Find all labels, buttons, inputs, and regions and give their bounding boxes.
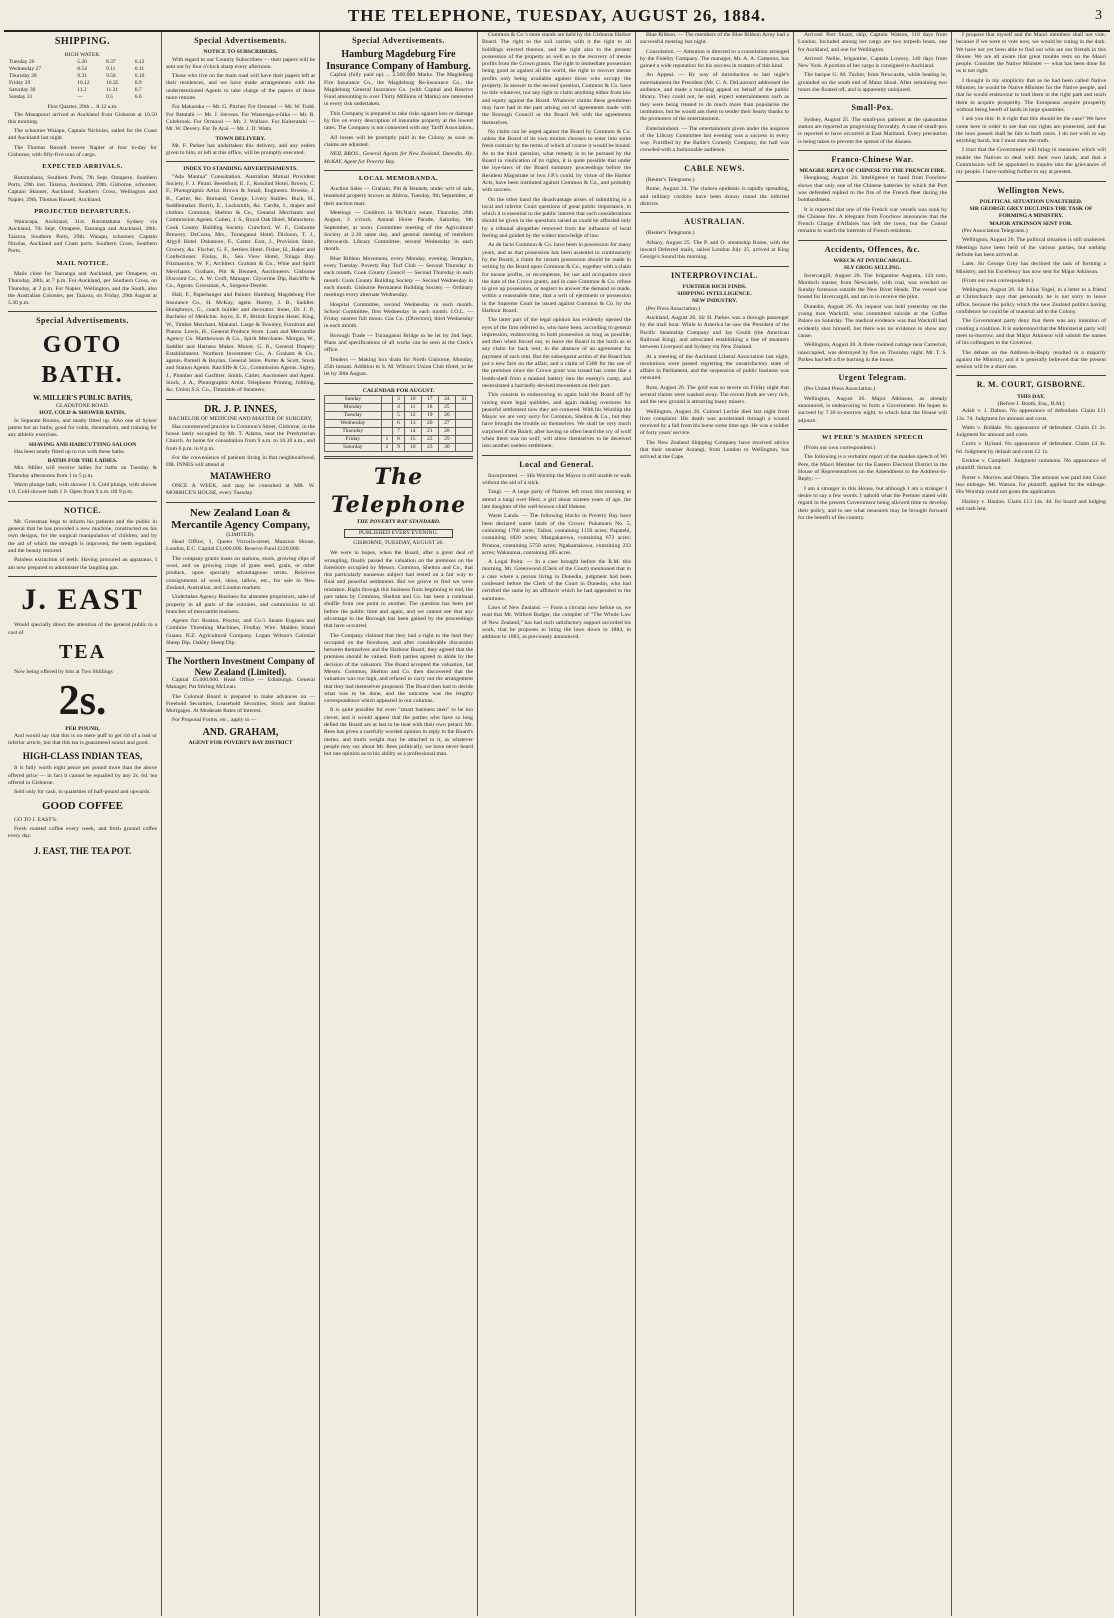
table-cell: 29 (438, 435, 455, 443)
table-cell: 26 (438, 411, 455, 419)
tide-row (8, 87, 157, 94)
grog-heading: SLY GROG SELLING. (843, 265, 902, 272)
page-number: 3 (1095, 8, 1102, 23)
moon-phase: First Quarter, 29th ... 8.12 a.m. (47, 104, 118, 111)
table-cell: 17 (421, 395, 438, 403)
table-cell: 6.10 (134, 73, 145, 80)
baths-name: W. MILLER'S PUBLIC BATHS, (33, 394, 132, 403)
column-4: Common & Co.'s store stands are held by the Gisborne Harbor Board. The right to the soil carries with it the right to all buildings erected thereon, and the right also to the present possession of the property as well as to the recovery of mesne profits from the Crown grants. The right to immediate possession being good as against all the world, the right to recover mesne profits only being available against those who occupy the property. In answer to the second question, Common & Co. have no title whatever, nor any right to claim anything either from law and equity against the Board. Whatever claims these gentlemen may have had in the past arising out of agreements made with the Borough Council or the Board fell with the agreements themselves. No claim can be urged against the Board by Common & Co. unless the Board of its own motion chooses to enter into some fresh contract by the terms of which of course it would be bound. As to the third question, what remedy is to be pursued by the Board in vindication of its rights, it is quite possible that under the bye-laws of the Board summary proceedings before the Resident Magistrate or two J.P.'s could, by virtue of the Harbor Acts, have been instituted against Common & Co., and probably with success. On the other hand the disadvantage arises of submitting to a local and inferior Court questions of great public importance, in which it is essential to the public interest that such considerations should be given in the questions raised as could be afforded only by a tribunal altogether removed from the influence of local feeling and guided by the widest knowledge of law. As de facto Common & Co. have been in possession for many years, and as that possession has been assented to continuously by the Board, a claim for instant possession should be made in writing by the Board upon Common & Co., together with a claim for mesne profits, or recompense, for use and occupation since the date of the Crown grants, and in case Common & Co. refuse to give up possession, or neglect to answer the demand so made, within a reasonable time, that a writ of ejectment or possession in the Supreme Court be issued against Common & Co. by the Harbour Board. The latter part of the legal opinion has evidently opened the eyes of the firm referred to, who have been, according to general impression, endeavoring to hold possession as long as possible, and then when forced out, to leave the Board in the lurch as to any claim for back rent, in the absence of an agreement for payment of such rent. But the subsequent action of the Board has put a new face on the affair, and a claim of £300 for the use of the premises since the Crown grant was issued has come like a bomb-shell from a masked battery into the enemy's camp, and necessitated a hurriedly-devised movement on their part. This consists in endeavoring to again hold the Board off by raising more legal quibbles, and again making overtures for peaceful settlement now they are cornered. With his Worship the Mayor we are very sorry for Common, Shelton & Co., but they have brought the trouble on themselves. We shall be very much surprised if the Board, after having so often heard the cry of wolf when there was no wolf, will allow themselves to be deceived into another useless settlement. Local and General. Incorporated. — His Worship the Mayor is still unable to walk without the aid of a stick. Tangi. — A large party of Natives left town this morning to attend a tangi over Heni, a girl about sixteen years of age, the late daughter of the well-known chief Hatene. Waste Lands. — The following blocks in Poverty Bay have been declared waste lands of the Crown: Pukamaru No. 5, containing 1760 acres; Taihai, containing 1150 acres; Papatehi, containing 1820 acres; Mangakarewa, containing 673 acres; Piranoa, containing 5750 acres; Ngakamakawa, containing 233 acres; Wakaunua, containing 285 acres. A Legal Point. — In a case brought before the R.M. this morning, Mr. Greenwood (Clerk of the Court) mentioned that in a case where a person living in Dunedin, judgment had been confessed before the Clerk of the Court in Dunedin, who had certified the same by an affidavit which he had appended to the summons. Laws of New Zealand. — From a circular now before us, we read that Mr. Wilfred Badger, the compiler of "The Whole Law of New Zealand," has had such satisfactory support accorded his work, that he proposes to bring the laws down to 1884, in addition to 1883, as previously announced. (478, 32, 636, 1616)
table-cell: 11.31 (105, 87, 119, 94)
nz-loan-headline: New Zealand Loan & Mercantile Agency Company, (171, 506, 310, 532)
paper-published: PUBLISHED EVERY EVENING. (344, 529, 453, 538)
table-cell: Saturday 30 (9, 87, 36, 94)
table-cell: 30 (438, 444, 455, 452)
table-cell: 12 (404, 411, 421, 419)
grey-sub: SIR GEORGE GREY DECLINES THE TASK OF FORMING A MINISTRY. (969, 206, 1093, 220)
table-cell (381, 411, 393, 419)
table-cell: 23 (421, 444, 438, 452)
notice-heading: NOTICE. (63, 505, 102, 515)
calendar-row (325, 444, 473, 452)
table-cell: 27 (438, 419, 455, 427)
column-3: Special Advertisements. Hamburg Magdeburg Fire Insurance Company of Hamburg. Capital (fully paid up) ... 2,500,000 Marks. The Magdeburg Fire Insurance Co., the Magdeburg Re-insurance Co., the Magdeburg General Insurance Co. (with Capital and Reserve Fund amounting to over Thirty Millions of Marks) are interested in every risk undertaken. This Company is prepared to take risks against loss or damage by fire on every description of insurable property at the lowest rates. The Company is not connected with any Tariff Association. All losses will be promptly paid in the Colony as soon as claims are adjusted. NEIL BROS., General Agents for New Zealand, Dunedin. Hy. McKAY, Agent for Poverty Bay. LOCAL MEMORANDA. Auction Sales — Graham, Pitt & Bennett, under writ of sale, leasehold property known as Ahiroa, Tuesday, 9th September, at their auction mart. Meetings — Creditors in McNab's estate, Thursday, 28th August, 3 o'clock. Annual Horse Parade, Saturday, 6th September, at noon. Committee meeting of the Agricultural Society at 2.30 same day, and general meeting of members afterwards. Library Committee, second Wednesday in each month. Blue Ribbon Movement, every Monday, evening. Templars, every Tuesday. Poverty Bay Turf Club — Second Thursday in each month. Cook County Council — Second Thursday in each month. Cook County Building Society — Second Wednesday in each month. Gisborne Permanent Building Society — Ordinary meetings every alternate Wednesday. Hospital Committee, second Wednesday in each month. School Committee, first Wednesday in each month. I.O.L. — Friday nearest full moon. Gas Co. (Directors), third Wednesday in each month. Borough Trade — Turanganui Bridge to be let by 2nd Sept. Plans and specifications of all works can be seen at the Clerk's office. Tenders — Making box drain for North Gisborne, Monday, 25th instant. Addition to S. M. Wilson's Union Club Hotel, to be let by 30th August. CALENDAR FOR AUGUST. Sunday 3 10 17 24 31 Monday 4 11 18 25 Tuesday 5 12 19 26 Wednesday 6 13 20 27 Thursday 7 14 21 28 Friday 1 8 15 22 29 Saturday 2 9 16 23 30 The Telephone THE POVERTY BAY STANDARD. PUBLISHED EVERY EVENING. GISBORNE, TUESDAY, AUGUST 26. We were in hopes, when the Board, after a great deal of wrangling, finally passed the valuation on the premises on the foreshore occupied by Messrs. Common, Shelton and Co., that this particularly nauseous subject had rested on a fair way to final and peaceful settlement. But we grieve to find we were mistaken. Right through this business from beginning to end, the part taken by Common, Shelton and Co. has been a continual shuffle from one point to another. The question has been put before the public time and again, and we cannot see that any advantage to the Borough has been gained by the proceedings that have occurred. The Company claimed that they had a right to the land they occupied on the foreshore, and after considerable discussion between themselves and the Harbour Board, they agreed that the premises should be valued. Both parties agreed to abide by the decision of the valuators. The Board accepted the valuation, but Messrs. Common, Shelton and Co. then discovered that the valuation was too high, and refused to carry out the arrangement that they had themselves proposed. The Board then had to decide what was to be done, and the outcome was the lengthy correspondence which appeared in our columns. It is quite possible for even "smart business men" to be too clever, and it would appear that the parties who have so long defied the Board are at last to be beat with their own petard. Mr. Rees has given a carefully worded opinion in reply to the Board's memo, and much weight may be attached to it, as whatever people may say about Mr. Rees politically, we have never heard but one opinion as to his ability as a professional man. (320, 32, 478, 1616)
table-cell (381, 395, 393, 403)
masthead-title: THE TELEPHONE, TUESDAY, AUGUST 26, 1884. (347, 6, 767, 25)
teapot-footer: J. EAST, THE TEA POT. (33, 846, 132, 857)
cable-heading: CABLE NEWS. (684, 163, 745, 173)
coffee-headline: GOOD COFFEE (42, 800, 123, 813)
northern-headline: The Northern Investment Company of New Zealand (Limited). (166, 656, 315, 677)
table-cell: Tuesday (325, 411, 382, 419)
nz-loan-limited: (LIMITED). (226, 531, 255, 538)
franco-heading: Franco-Chinese War. (831, 154, 914, 164)
matawhero: MATAWHERO (210, 471, 271, 482)
baths-headline: GOTO BATH. (41, 331, 124, 389)
table-cell: Monday (325, 403, 382, 411)
table-cell: 10.35 (105, 80, 119, 87)
baths-sub: HOT, COLD & SHOWER BATHS, (39, 410, 126, 417)
table-cell: 5 (393, 411, 405, 419)
table-cell: 0.5 (105, 94, 113, 101)
local-memoranda-heading: LOCAL MEMORANDA. (358, 174, 439, 182)
table-cell: 15 (404, 435, 421, 443)
per-pound: PER POUND, (65, 725, 100, 732)
column-2: Special Advertisements. NOTICE TO SUBSCRIBERS. With regard to our Country Subscribers — their papers will be sent out by four o'clock sharp every afternoon. Those who live on the main road will have their papers left at their residences, and we have made arrangements with the undermentioned Agents to take charge of the papers of those more remote. For Makaraka — Mr. G. Pitcher. For Ormond — Mr. W. Todd. For Patutahi — Mr. J. Stevens. For Waerenga-a-hika — Mr. R. Colebrook. For Ormond — Mr. J. Wallace. For Kaiteratahi — Mr. W. Devery. For Te Arai — Mr. J. D. Watts. TOWN DELIVERY. Mr. F. Parker has undertaken this delivery, and any orders given to him, or left at this office, will be promptly executed. INDEX TO STANDING ADVERTISEMENTS. "Ada Mantua" Consultation. Australian Mutual Provident Society, F. J. Pirani. Beresford, E. J., Rosslind Hotel. Brown, C. F., Photographic Artist. Brown & Small, Engineers. Brooke, J. B., Carter, &c. Burnand, George, Livery Stables. Buck, H., Saddlemaker. Burch, E., Locksmith, &c. Cardle, J., draper and clothier. Common, Shelton & Co., General Merchants and Commission Agents. Cohen, J. S., Royal Oak Hotel, Matawhero. Cook County Building Society. Crawford, W. F., Gisborne Brewery. DeCosta, Mrs., Turanganui Hotel. Dickson, T. J., Argyll Hotel. Dolamore, F., Carter. East, J., Provision Store, Grocery, &c. Fischer, G. F., Settlers Hotel. Fisher, H., Baker and Confectioner. Finlay, R., Sea View Hotel, Tolaga Bay. Fitzmaurice, W. F., Architect. Graham & Co., Wine and Spirit Merchants. Graham, Pitt & Bennett, Auctioneers. Gisborne Discount Co., A. W. Croft, Manager. Glycerine Dip, Ratcliffe & Co., Agents. Grossman, A., Surgeon-Dentist. Hall, F., Paperhanger and Painter. Hamburg Magdeburg Fire Insurance Co., H. McKay, agent. Hurrey, J. B., Saddler. Humphreys, G., coach builder and decorator. Innes, Dr. J. P., Bachelor of Medicine. Joyce, E. P., British Empire Hotel. King, W., Timber Merchant, Makauri. Large & Townley, Furniture and Pianos. Lewis, H., General Produce Store. Loan and Mercantile Agency Co. Matthewson & Co., Spirit Merchants. Morgan, W., Saddler and Harness Maker. Moore, G. R., General Drapery Establishment. Northern Investment Co., A. Graham & Co., agents. Parnell & Boylan, General Store. Porter & Scott, Stock and Station Agents. Ratcliffe & Co., Commission Agents. Sigley, J., Plumber and Gasfitter. Smith, Carter, Auctioneer and Agent. Stock, J. A., Photographic Artist. Telephone Printing, Jobbing, &c. Union S.S. Co., Timetable of Steamers. DR. J. P. INNES, BACHELOR OF MEDICINE AND MASTER OF SURGERY, Has commenced practice in Common's Street, Gisborne, in the house lately occupied by Mr. T. Adams, near the Presbyterian Church. At home for consultation from 9 a.m. to 10.30 a.m., and from 6 p.m. to 8 p.m. For the convenience of patients living in that neighbourhood, DR. INNES will attend at MATAWHERO ONCE A WEEK, and may be consulted at MR. W. MORRICE'S HOUSE, every Tuesday. New Zealand Loan & Mercantile Agency Company, (LIMITED). Head Office, 1, Queen Victoria-street, Mansion House, London, E.C. Capital £3,000,000. Reserve Fund £220,000. The company grants loans on stations, stock, growing clips of wool, and on growing crops of grass seed, grain, or other produce, upon specially advantageous terms. Receives consignments of wool, skins, tallow, etc., for sale in New Zealand, Australian, and London markets. Undertakes Agency Business for absentee proprietors, sales of property in all parts of the colonies, and commission in all branches of mercantile business. Agents for: Ruston, Proctor, and Co.'s Steam Engines and Combine Threshing Machines, Findlay Wire. Maiden Island Guano. N.Z. Agricultural Company. Logan Wilson's Colonial Sheep Dip. Oakley Sheep Dip. The Northern Investment Company of New Zealand (Limited). Capital £5,000,000. Head Office — Edinburgh. General Manager, Pat Stirling McLean. The Colonial Board is prepared to make advances on — Freehold Securities, Leasehold Securities, Stock and Station Mortgages. At Moderate Rates of Interest. For Proposal Forms, etc., apply to — AND. GRAHAM, AGENT FOR POVERTY BAY DISTRICT (162, 32, 320, 1616)
table-cell (455, 435, 472, 443)
table-cell: Tuesday 26 (9, 59, 35, 66)
indian-teas: HIGH-CLASS INDIAN TEAS, (22, 750, 143, 761)
table-cell: 8.54 (77, 66, 87, 73)
table-cell: 9.31 (77, 73, 87, 80)
paper-title: The Telephone (330, 464, 467, 519)
smallpox-heading: Small-Pox. (851, 103, 894, 113)
departures-heading: PROJECTED DEPARTURES. (34, 207, 131, 215)
column-1: SHIPPING. HIGH WATER. Tuesday 26 5.20 8.37 6.12 Wednesday 27 8.54 9.11 6.11 Thursday 28 9.31 9.50 6.10 Friday 29 10.12 10.35 6.9 Saturday 30 11.2 11.31 6.7 Sunday 31 — 0.5 6.6 First Quarter, 29th ... 8.12 a.m. The Manapouri arrived at Auckland from Gisborne at 10.50 this morning. The schooner Waiapu, Captain Nicholas, sailed for the Coast and Auckland last night. The Thomas Russell leaves Napier at four to-day for Gisborne, with fifty-five tons of cargo. EXPECTED ARRIVALS. Rotomahana, Southern Ports, 7th Sept. Omapere, Southern Ports, 29th inst. Taiaroa, Auckland, 29th. Gisborne, schooner, Captain Skinner, Auckland. Southern Cross, Wellington and Napier, 29th. Thomas Russell, Auckland. PROJECTED DEPARTURES. Wairarapa, Auckland, 31st. Rotomahana Sydney via Auckland, 7th Sept. Omapere, Tauranga and Auckland, 28th. Taiaroa, Southern Ports, 29th. Waiapu, schooner, Captain Nicolas, Auckland and Coast ports. Southern Cross, Southern Ports. MAIL NOTICE. Mails close for Tauranga and Auckland, per Omapere, on Thursday, 28th, at 7 p.m. For Auckland, per Southern Cross, on Thursday, at 2 p.m. For Napier, Wellington, and the South, also the Australian Colonies, per Taiaroa, on Friday, 29th August at 5.30 p.m. Special Advertisements. GOTO BATH. W. MILLER'S PUBLIC BATHS, GLADSTONE ROAD. HOT, COLD & SHOWER BATHS, In Separate Rooms, and neatly fitted up. Also one of Sykes' patent hot air baths, good for colds, rheumatism, and training for any athletic exercises. SHAVING AND HAIRCUTTING SALOON Has been neatly fitted up to run with these baths. BATHS FOR THE LADIES. Mrs. Miller will receive ladies for baths on Tuesday & Thursday afternoons from 1 to 5 p.m. Warm plunge bath, with shower 1 6. Cold plunge, with shower 1 0. Cold shower bath 1 0. Open from 9 a.m. till 9 p.m. NOTICE. Mr. Grossman begs to inform his patients and the public in general that he has provided a new machine, constructed on his own designs, for the surgical manipulation of children, and by the aid of which the strength is improved, the teeth regulated, and the beauty restored. Painless extraction of teeth. Having procured an apparatus, I am now prepared to administer the laughing gas. J. EAST Would specially direct the attention of the general public to a cost of TEA Now being offered by him at Two Shillings 2s. PER POUND, And would say that this is no mere puff to get rid of a bad or inferior article, but that this tea is guaranteed sound and good. HIGH-CLASS INDIAN TEAS, It is fully worth eight pence per pound more than the above offered price — in fact it cannot be equalled by any 2s. 6d. tea offered in Gisborne. Sold only for cash, in quantities of half-pound and upwards. GOOD COFFEE GO TO J. EAST'S. Fresh roasted coffee every week, and fresh ground coffee every day. J. EAST, THE TEA POT. (4, 32, 162, 1616)
town-delivery: TOWN DELIVERY. (215, 135, 266, 142)
tide-row (8, 80, 157, 87)
table-cell: — (77, 94, 83, 101)
table-cell: 6 (393, 419, 405, 427)
table-cell: Friday 29 (9, 80, 31, 87)
table-cell: Sunday (325, 395, 382, 403)
table-cell (455, 411, 472, 419)
calendar-row (325, 395, 473, 403)
table-cell: 10 (404, 395, 421, 403)
table-cell: 2 (381, 444, 393, 452)
table-cell: 25 (438, 403, 455, 411)
table-cell (381, 403, 393, 411)
special-heading-2: Special Advertisements. (194, 36, 287, 45)
special-heading-1: Special Advertisements. (36, 316, 129, 326)
column-5: Blue Ribbon. — The members of the Blue Ribbon Army had a successful meeting last night. Consolation. — Attention is directed to a consolation arranged by the Fidelity Company. The manager, Mr. A. A. Cameron, has gained a wide reputation for his success in matters of this kind. An Appeal. — By way of introduction to last night's entertainment the President (Mr. C. A. DeLautour) addressed the audience, and made a touching appeal on behalf of the public library. They could not, he said, expect entertainments such as they were being treated to do much more than popularise the institution, but he would ask them to tender their hearty thanks to the promoters of the entertainment. Entertainment. — The entertainment given under the auspices of the Library Committee last evening was a success in every way. Fortified by the Bailie's Comedy Company, the hall was crowded with a fashionable audience. CABLE NEWS. (Reuter's Telegrams.) Rome, August 24. The cholera epidemic is rapidly spreading, and military cordons have been drawn round the infected districts. AUSTRALIAN. (Reuter's Telegrams.) Albany, August 25. The P. and O. steamship Rome, with the inward Deferred mails, sailed London July 25, arrived at King George's Sound this morning. INTERPROVINCIAL. FURTHER RICH FINDS. SHIPPING INTELLIGENCE. NEW INDUSTRY. (Per Press Association.) Auckland, August 26. Sir H. Parkes was a through passenger by the mail boat. While in America he saw the President of the Pacific Steamship Company and Jay Gould (the American Railroad King), and advocated establishing a line of steamers between Liverpool and Sydney via New Zealand. At a meeting of the Auckland Liberal Association last night, resolutions were passed regretting the unsatisfactory state of affairs in Parliament, and the suspension of public business was censured. Ross, August 26. The gold was so severe on Friday night that several claims were washed away. The recent finds are very rich, and the new ground is attracting many miners. Wellington, August 26. Colonel Lechie died last night from liver complaint. His death was accelerated through a wound received by a fall from his horse some time ago. He was a soldier of forty years' service. The New Zealand Shipping Company have received advice that their steamer Aorangi, from London to Wellington, has arrived at the Cape. (636, 32, 794, 1616)
table-cell (381, 419, 393, 427)
table-cell: 9 (393, 444, 405, 452)
table-cell: 8 (393, 435, 405, 443)
table-cell: 5.20 (77, 59, 87, 66)
table-cell: 9.50 (105, 73, 116, 80)
columns (4, 32, 1110, 1616)
table-cell: 1 (381, 435, 393, 443)
table-cell: 6.7 (134, 87, 142, 94)
table-cell: 24 (438, 395, 455, 403)
east-headline: J. EAST (21, 582, 144, 616)
column-7: I propose that myself and the Maori members shall not vote, because if we were to vote now, we would be voting in the dark. We have not yet been able to find out who are our friends in this House. We are all aware that great trouble rests on the Maori people. Consider the Native Minister — what has been done for us is not right. I thought in my simplicity that as he had been called Native Minister, he would be Native Minister for the Native people, and that he would endeavour to lead them in the right path and teach them to acquire prosperity. The Europeans acquire prosperity without being bereft of lands in large quantities. I ask you this: Is it right that this should be the case? We have come here in order to see that our rights are protected, and that the laws passed shall be fair to both races. I do not wish to say anything harsh, but I must state the truth. I trust that the Government will bring in measures which will enable the Natives to deal with their own lands, and that a Commission will be appointed to inquire into the grievances of my people. I have nothing further to say at present. Wellington News. POLITICAL SITUATION UNALTERED. SIR GEORGE GREY DECLINES THE TASK OF FORMING A MINISTRY. MAJOR ATKINSON SENT FOR. (Per Association Telegrams.) Wellington, August 26. The political situation is still unaltered. Meetings have been held of the various parties, but nothing definite has been arrived at. Later. Sir George Grey has declined the task of forming a Ministry, and his Excellency has now sent for Major Atkinson. (From our own correspondent.) Wellington, August 26. Sir Julius Vogel, in a letter to a friend at Christchurch says that personally he is not sorry to leave office, because the policy which the new Zealand politics having confidence he could be of material aid to the Colony. The Government party deny that there was any intention of creating a coalition. It is understood that the Ministerial party will meet to-morrow, and that Major Atkinson will submit the names of his colleagues to the Governor. The debate on the Address-in-Reply resulted in a majority against the Ministry, and it is generally believed that the present session will be a short one. R. M. COURT, GISBORNE. THIS DAY. (Before J. Booth, Esq., R.M.) Adair v. J. Dalton. No appearance of defendant. Claim £11 13s. 7d. Judgment for amount and costs. Watts v. Biddale. No appearance of defendant. Claim £1 2s. Judgment for amount and costs. Curtis v. Hyland. No appearance of defendant. Claim £4 3s. 6d. Judgment by default and costs £1 1s. Erskine v. Campbell. Judgment summons. No appearance of plaintiff. Struck out. Porter v. Morrow and Others. The amount was paid into Court less mileage. Mr. Watson, for plaintiff, applied for the mileage. His Worship could not grant the application. Hackey v. Hanlon. Claim £13 14s. 4d. for board and lodging and cash lent. (956, 32, 1106, 512)
tide-row (8, 66, 157, 73)
table-cell: 31 (455, 395, 472, 403)
new-industry: NEW INDUSTRY. (691, 298, 738, 305)
maiden-heading: WI PERE'S MAIDEN SPEECH (821, 433, 924, 441)
special-heading-3: Special Advertisements. (352, 36, 445, 45)
shaving-saloon: SHAVING AND HAIRCUTTING SALOON (28, 441, 137, 448)
table-cell: 11.2 (77, 87, 87, 94)
paper-date: GISBORNE, TUESDAY, AUGUST 26. (353, 539, 444, 546)
atkinson-sub: MAJOR ATKINSON SENT FOR. (989, 220, 1073, 227)
tide-row (8, 94, 157, 101)
arrivals-heading: EXPECTED ARRIVALS. (42, 163, 123, 171)
table-cell: 7 (393, 427, 405, 435)
table-cell (455, 419, 472, 427)
accidents-heading: Accidents, Offences, &c. (824, 244, 921, 254)
hamburg-headline: Hamburg Magdeburg Fire Insurance Company of Hamburg. (326, 49, 471, 72)
shipping-heading: SHIPPING. (54, 36, 111, 47)
masthead (4, 4, 1110, 32)
paper-subtitle: THE POVERTY BAY STANDARD. (356, 519, 441, 526)
franco-sub: MEAGRE REPLY OF CHINESE TO THE FRENCH FIRE. (799, 168, 946, 175)
table-cell (455, 444, 472, 452)
table-cell: 9.11 (105, 66, 116, 73)
table-cell: 13 (404, 419, 421, 427)
table-cell: 19 (421, 411, 438, 419)
mail-heading: MAIL NOTICE. (56, 259, 109, 267)
calendar-heading: CALENDAR FOR AUGUST. (362, 387, 435, 394)
subscribers-notice: NOTICE TO SUBSCRIBERS. (203, 49, 278, 56)
table-cell (455, 427, 472, 435)
tides-heading: HIGH WATER. (64, 51, 101, 58)
table-cell: 11 (404, 403, 421, 411)
baths-street: GLADSTONE ROAD. (56, 403, 109, 410)
table-cell: 18 (421, 403, 438, 411)
table-cell: Thursday (325, 427, 382, 435)
table-cell: 16 (404, 444, 421, 452)
table-cell: 21 (421, 427, 438, 435)
column-6: Arrived: Port Stuart, ship, Captain Watson, 110 days from London. Included among her cargo are two torpedo boats, one for Auckland, and one for Wellington. Arrived: Nellie, brigantine, Captain Lowery, 140 days from New York. A portion of her cargo is consigned to Auckland. The barque G. M. Tucker, from Newcastle, while beating in, grounded on the south end of Mana Shoal. After remaining two hours she floated off, and is apparently uninjured. Small-Pox. Sydney, August 25. The small-pox patients at the quarantine station are reported as progressing favorably. A case of small-pox is reported to have occurred at East Maitland. Every precaution is being taken to prevent the spread of the disease. Franco-Chinese War. MEAGRE REPLY OF CHINESE TO THE FRENCH FIRE. Hongkong, August 24. Intelligence to hand from Foochow shows that only one of the Chinese batteries by which the Port was defended replied to the fire of the French fleet during the bombardment. It is reported that one of the French war vessels was sunk by the Chinese fire. A telegram from Foochow announces that the French Charge d'Affaires has left the town, but the Consul remains to watch the interests of French residents. Accidents, Offences, &c. WRECK AT INVERCARGILL. SLY GROG SELLING. Invercargill, August 26. The brigantine Augusta, 124 tons, Murdoch master, from Newcastle, with coal, was wrecked on Sunday forenoon outside the New River Heads. The vessel was bound for Invercargill, and ran in to receive the pilot. Dunedin, August 26. An inquest was held yesterday on the young man Wackrill, who committed suicide at the Coffee Palace on Saturday. The medical evidence was that Wackrill had evidently shot himself, but there was no evidence to show any cause. Wellington, August 26. A three roomed cottage near Carterton, unoccupied, was destroyed by fire on Thursday night. Mr. T. S. Parkes had left a fire burning in the house. Urgent Telegram. (Per United Press Association.) Wellington, August 26. Major Atkinson, as already announced, is endeavoring to form a Government. He hopes to succeed by 7.30 to-morrow night, to which hour the House will adjourn. WI PERE'S MAIDEN SPEECH (From our own correspondent.) The following is a verbatim report of the maiden speech of Wi Pere, the Maori Member for the Eastern Electoral District in the House of Representatives on the Amendment to the Address-in-Reply: — I am a stranger to this House, but although I am a stranger I desire to say a few words. I uphold what the Premier stated with regard to the present Government being allowed time to develop their policy, and to see what measures may be brought forward for the benefit of the country. (794, 32, 952, 1616)
table-cell: Wednesday 27 (9, 66, 42, 73)
this-day: THIS DAY. (1017, 393, 1045, 400)
table-cell: Wednesday (325, 419, 382, 427)
wreck-heading: WRECK AT INVERCARGILL. (833, 257, 912, 264)
shipping-intelligence: SHIPPING INTELLIGENCE. (677, 291, 752, 298)
before-magistrate: (Before J. Booth, Esq., R.M.) (997, 400, 1065, 407)
table-cell: 6.11 (134, 66, 145, 73)
calendar-row (325, 427, 473, 435)
table-cell: 14 (404, 427, 421, 435)
interprovincial-heading: INTERPROVINCIAL. (671, 270, 758, 280)
tea-headline: TEA (58, 640, 107, 663)
calendar-row (325, 435, 473, 443)
doctor-name: DR. J. P. INNES, (204, 403, 277, 415)
index-heading: INDEX TO STANDING ADVERTISEMENTS. (183, 166, 298, 173)
table-cell: 20 (421, 419, 438, 427)
table-cell: 10.12 (77, 80, 90, 87)
table-cell: 8.37 (105, 59, 116, 66)
graham-agent: AND. GRAHAM, (202, 726, 279, 738)
ladies-baths: BATHS FOR THE LADIES. (47, 458, 118, 465)
tide-row (8, 73, 157, 80)
table-cell: Friday (325, 435, 382, 443)
table-cell: Sunday 31 (9, 94, 33, 101)
price-headline: 2s. (58, 677, 107, 724)
wellington-heading: Wellington News. (997, 185, 1065, 195)
table-cell: 4 (393, 403, 405, 411)
tide-table (8, 59, 157, 101)
table-cell: 6.6 (134, 94, 142, 101)
doctor-title: BACHELOR OF MEDICINE AND MASTER OF SURGERY, (168, 416, 313, 423)
calendar-row (325, 419, 473, 427)
calendar-table (324, 395, 473, 452)
australian-heading: AUSTRALIAN. (684, 217, 745, 227)
table-cell (455, 403, 472, 411)
political-sub: POLITICAL SITUATION UNALTERED. (979, 198, 1083, 205)
calendar-row (325, 411, 473, 419)
rm-court-heading: R. M. COURT, GISBORNE. (976, 380, 1086, 390)
local-general-heading: Local and General. (519, 459, 594, 469)
table-cell: 22 (421, 435, 438, 443)
table-cell: 28 (438, 427, 455, 435)
table-cell: Thursday 28 (9, 73, 37, 80)
table-cell (381, 427, 393, 435)
table-cell: 6.9 (134, 80, 142, 87)
table-cell: 3 (393, 395, 405, 403)
rich-finds: FURTHER RICH FINDS. (682, 283, 747, 290)
table-cell: Saturday (325, 444, 382, 452)
urgent-heading: Urgent Telegram. (838, 373, 907, 383)
graham-sub: AGENT FOR POVERTY BAY DISTRICT (188, 739, 293, 746)
tide-row (8, 59, 157, 66)
calendar-row (325, 403, 473, 411)
table-cell: 6.12 (134, 59, 145, 66)
